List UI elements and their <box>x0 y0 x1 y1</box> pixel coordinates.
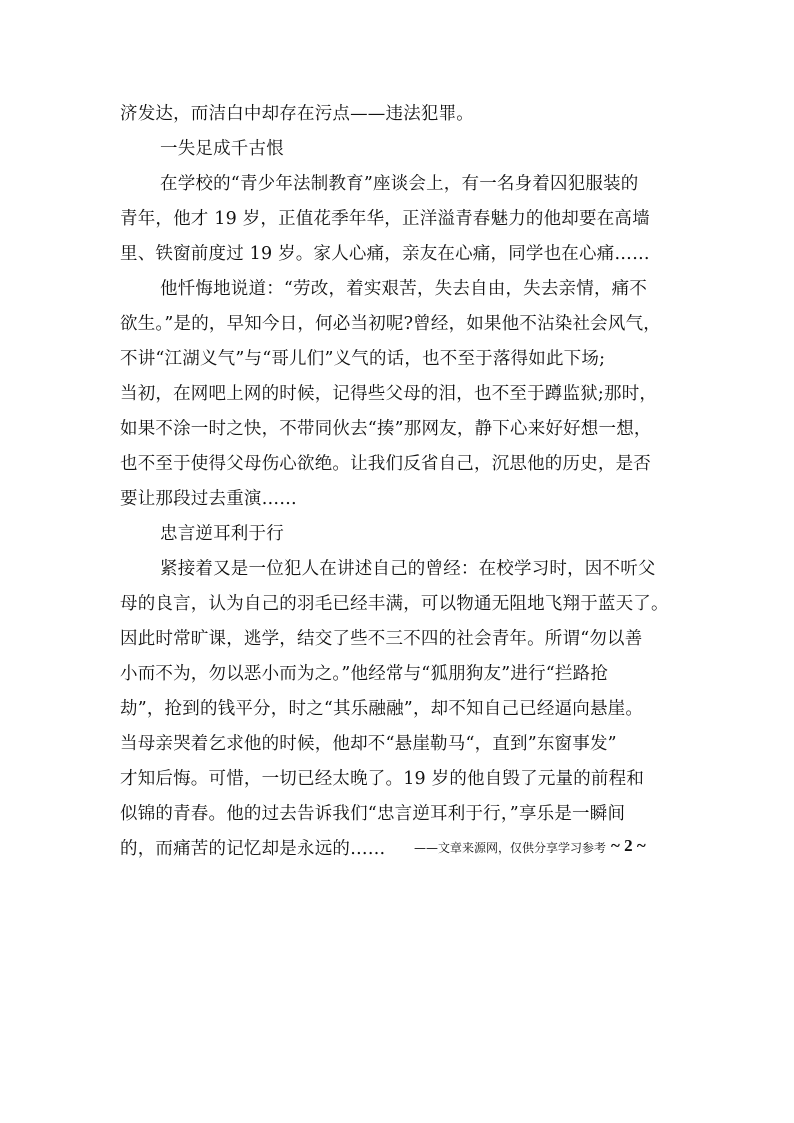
text-line: 如果不涂一时之快，不带同伙去“揍”那网友，静下心来好好想一想， <box>120 419 652 439</box>
text-line: 济发达，而洁白中却存在污点——违法犯罪。 <box>120 104 474 124</box>
text-line: 当母亲哭着乞求他的时候，他却不“悬崖勒马“，直到”东窗事发” <box>120 734 617 754</box>
page-number: ~ 2 ~ <box>611 836 646 855</box>
text-line: 因此时常旷课，逃学，结交了些不三不四的社会青年。所谓“勿以善 <box>120 629 643 649</box>
text-line: 才知后悔。可惜，一切已经太晚了。19 岁的他自毁了元量的前程和 <box>120 769 645 789</box>
text-line: 要让那段过去重演…… <box>120 489 297 509</box>
text-line: 不讲“江湖义气”与“哥儿们”义气的话，也不至于落得如此下场; <box>120 349 606 369</box>
text-line: 里、铁窗前度过 19 岁。家人心痛，亲友在心痛，同学也在心痛…… <box>120 244 650 264</box>
text-line: 当初，在网吧上网的时候，记得些父母的泪，也不至于蹲监狱;那时， <box>120 384 658 404</box>
document-body <box>120 97 680 867</box>
text-line: 在学校的“青少年法制教育”座谈会上，有一名身着囚犯服装的 <box>160 174 639 194</box>
text-line: 的，而痛苦的记忆却是永远的…… <box>120 839 386 859</box>
text-line: 劫”，抢到的钱平分，时之“其乐融融”，却不知自己已经逼向悬崖。 <box>120 699 644 719</box>
text-line: 母的良言，认为自己的羽毛已经丰满，可以物通无阻地飞翔于蓝天了。 <box>120 594 669 614</box>
text-line: 忠言逆耳利于行 <box>160 524 284 544</box>
text-line: 小而不为，勿以恶小而为之。”他经常与“狐朋狗友”进行“拦路抢 <box>120 664 609 684</box>
text-line: 也不至于使得父母伤心欲绝。让我们反省自己，沉思他的历史，是否 <box>120 454 651 474</box>
text-line: 欲生。”是的，早知今日，何必当初呢?曾经，如果他不沾染社会风气， <box>120 314 661 334</box>
text-line: 紧接着又是一位犯人在讲述自己的曾经：在校学习时，因不听父 <box>160 559 656 579</box>
text-line: 似锦的青春。他的过去告诉我们“忠言逆耳利于行，”享乐是一瞬间 <box>120 804 626 824</box>
text-line: 一失足成千古恨 <box>160 139 284 159</box>
text-line: 青年，他才 19 岁，正值花季年华，正洋溢青春魅力的他却要在高墙 <box>120 209 650 229</box>
footer-source-note: ——文章来源网，仅供分享学习参考 <box>414 841 607 855</box>
text-line: 他忏悔地说道：“劳改，着实艰苦，失去自由，失去亲情，痛不 <box>160 279 648 299</box>
